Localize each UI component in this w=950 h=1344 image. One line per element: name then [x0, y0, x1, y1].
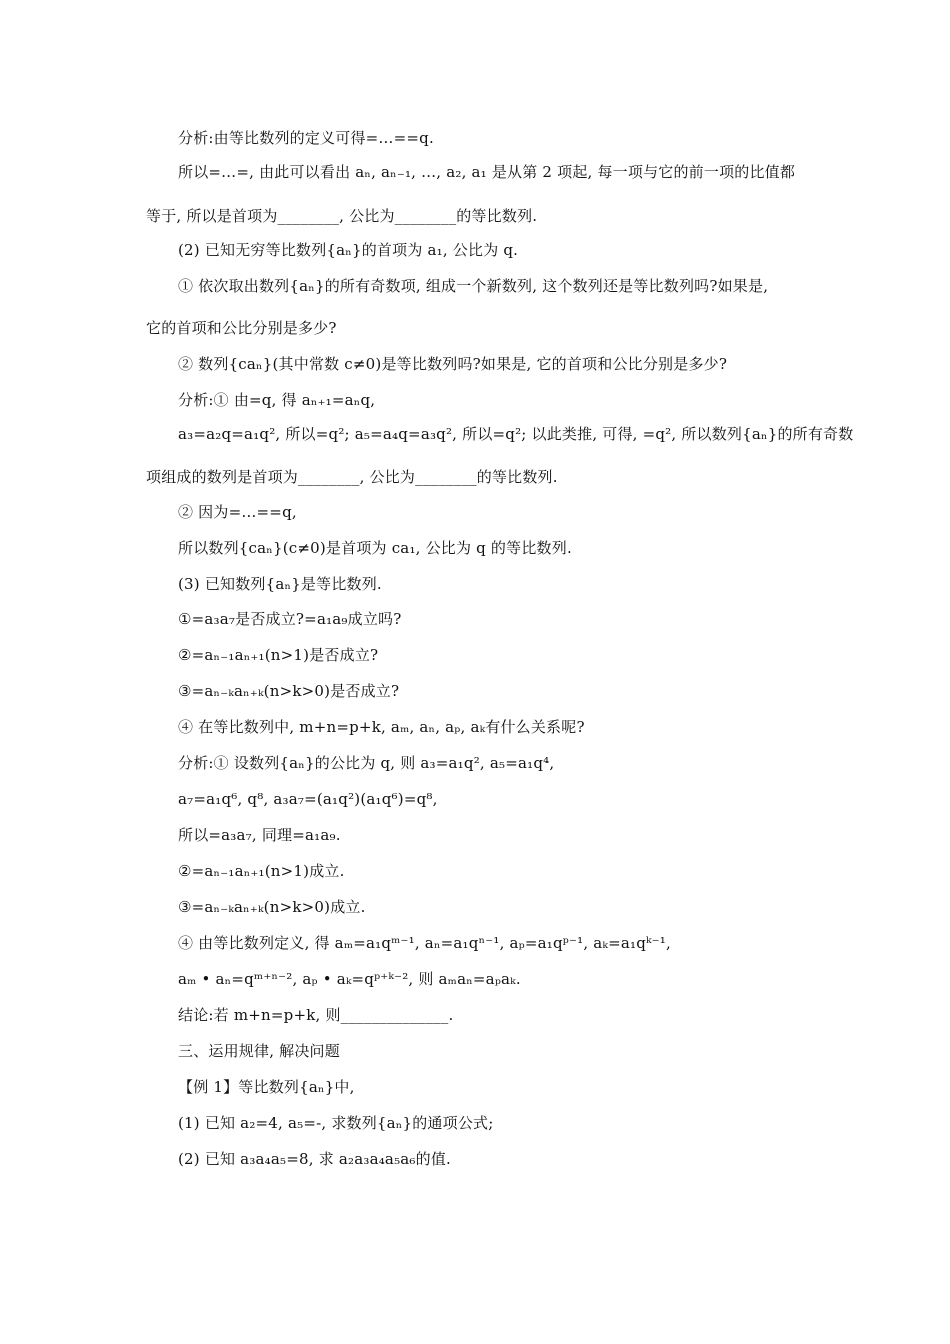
example-heading: 【例 1】等比数列{aₙ}中, — [178, 1078, 355, 1096]
text-line: ③=aₙ₋ₖaₙ₊ₖ(n>k>0)是否成立? — [178, 682, 400, 700]
text-line: 结论:若 m+n=p+k, 则______________. — [178, 1006, 454, 1024]
text-line: 分析:① 设数列{aₙ}的公比为 q, 则 a₃=a₁q², a₅=a₁q⁴, — [178, 754, 555, 772]
text-line: 所以=a₃a₇, 同理=a₁a₉. — [178, 826, 341, 844]
text-line: ① 依次取出数列{aₙ}的所有奇数项, 组成一个新数列, 这个数列还是等比数列吗?如果是, — [178, 277, 769, 295]
text-line: (1) 已知 a₂=4, a₅=-, 求数列{aₙ}的通项公式; — [178, 1114, 494, 1132]
text-line: 所以数列{caₙ}(c≠0)是首项为 ca₁, 公比为 q 的等比数列. — [178, 539, 572, 557]
text-line: (3) 已知数列{aₙ}是等比数列. — [178, 575, 382, 593]
text-line: 项组成的数列是首项为________, 公比为________的等比数列. — [146, 468, 558, 486]
text-line: ④ 在等比数列中, m+n=p+k, aₘ, aₙ, aₚ, aₖ有什么关系呢? — [178, 718, 585, 736]
text-line: ② 数列{caₙ}(其中常数 c≠0)是等比数列吗?如果是, 它的首项和公比分别是多少? — [178, 355, 728, 373]
text-line: (2) 已知无穷等比数列{aₙ}的首项为 a₁, 公比为 q. — [178, 241, 519, 259]
text-line: aₘ • aₙ=qᵐ⁺ⁿ⁻², aₚ • aₖ=qᵖ⁺ᵏ⁻², 则 aₘaₙ=aₚaₖ. — [178, 970, 521, 988]
text-line: (2) 已知 a₃a₄a₅=8, 求 a₂a₃a₄a₅a₆的值. — [178, 1150, 452, 1168]
text-line: a₃=a₂q=a₁q², 所以=q²; a₅=a₄q=a₃q², 所以=q²; 以此类推, 可得, =q², 所以数列{aₙ}的所有奇数 — [178, 425, 854, 443]
section-heading: 三、运用规律, 解决问题 — [178, 1042, 340, 1060]
text-line: 它的首项和公比分别是多少? — [146, 319, 337, 337]
text-line: 所以=…=, 由此可以看出 aₙ, aₙ₋₁, …, a₂, a₁ 是从第 2 项起, 每一项与它的前一项的比值都 — [178, 163, 796, 181]
text-line: ③=aₙ₋ₖaₙ₊ₖ(n>k>0)成立. — [178, 898, 366, 916]
text-line: ②=aₙ₋₁aₙ₊₁(n>1)成立. — [178, 862, 345, 880]
text-line: 分析:① 由=q, 得 aₙ₊₁=aₙq, — [178, 391, 376, 409]
text-line: ①=a₃a₇是否成立?=a₁a₉成立吗? — [178, 610, 402, 628]
text-line: ② 因为=…==q, — [178, 503, 297, 521]
text-line: ④ 由等比数列定义, 得 aₘ=a₁qᵐ⁻¹, aₙ=a₁qⁿ⁻¹, aₚ=a₁qᵖ⁻¹, aₖ=a₁qᵏ⁻¹, — [178, 934, 671, 952]
text-line: 分析:由等比数列的定义可得=…==q. — [178, 129, 434, 147]
text-line: 等于, 所以是首项为________, 公比为________的等比数列. — [146, 207, 538, 225]
text-line: a₇=a₁q⁶, q⁸, a₃a₇=(a₁q²)(a₁q⁶)=q⁸, — [178, 790, 438, 808]
text-line: ②=aₙ₋₁aₙ₊₁(n>1)是否成立? — [178, 646, 379, 664]
